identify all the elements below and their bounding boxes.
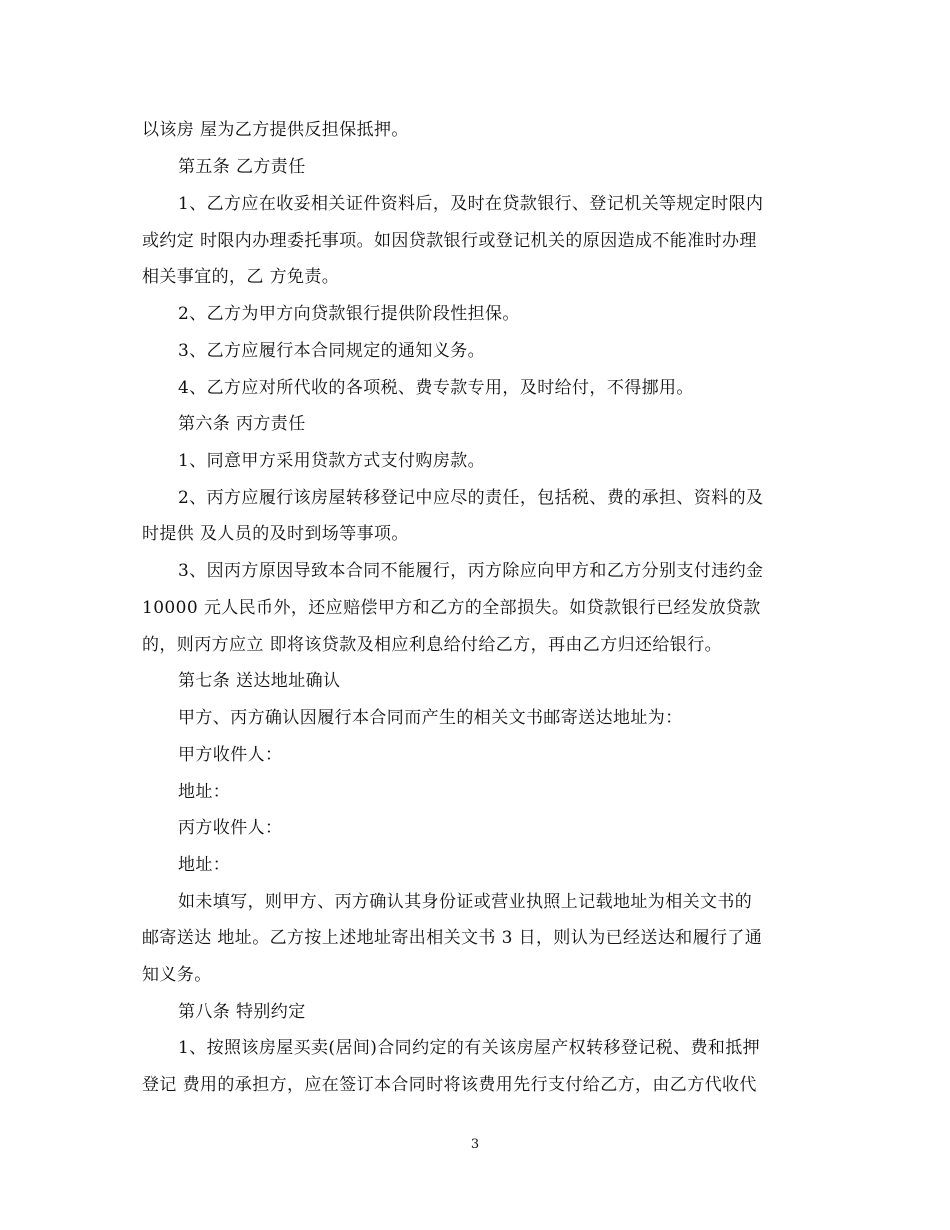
text-line: 相关事宜的，乙 方免责。: [142, 267, 340, 287]
section-heading: 第八条 特别约定: [178, 1002, 306, 1022]
text-line: 的，则丙方应立 即将该贷款及相应利息给付给乙方，再由乙方归还给银行。: [142, 635, 723, 655]
text-line: 2、乙方为甲方向贷款银行提供阶段性担保。: [178, 304, 520, 324]
text-line: 10000 元人民币外，还应赔偿甲方和乙方的全部损失。如贷款银行已经发放贷款: [142, 598, 761, 618]
text-line: 登记 费用的承担方，应在签订本合同时将该费用先行支付给乙方，由乙方代收代: [142, 1075, 757, 1095]
page-number: 3: [470, 1137, 480, 1152]
text-line: 地址：: [178, 782, 231, 802]
text-line: 丙方收件人：: [178, 818, 283, 838]
section-heading: 第六条 丙方责任: [178, 414, 306, 434]
text-line: 1、乙方应在收妥相关证件资料后，及时在贷款银行、登记机关等规定时限内: [178, 194, 764, 214]
text-line: 以该房 屋为乙方提供反担保抵押。: [142, 120, 409, 140]
text-line: 4、乙方应对所代收的各项税、费专款专用，及时给付，不得挪用。: [178, 378, 694, 398]
text-line: 时提供 及人员的及时到场等事项。: [142, 524, 409, 544]
text-line: 知义务。: [142, 965, 212, 985]
text-line: 1、同意甲方采用贷款方式支付购房款。: [178, 451, 486, 471]
section-heading: 第五条 乙方责任: [178, 157, 306, 177]
text-line: 或约定 时限内办理委托事项。如因贷款银行或登记机关的原因造成不能准时办理: [142, 231, 757, 251]
text-line: 3、乙方应履行本合同规定的通知义务。: [178, 341, 486, 361]
text-line: 如未填写，则甲方、丙方确认其身份证或营业执照上记载地址为相关文书的: [178, 892, 753, 912]
text-line: 2、丙方应履行该房屋转移登记中应尽的责任，包括税、费的承担、资料的及: [178, 488, 764, 508]
text-line: 3、因丙方原因导致本合同不能履行，丙方除应向甲方和乙方分别支付违约金: [178, 561, 764, 581]
section-heading: 第七条 送达地址确认: [178, 671, 341, 691]
text-line: 甲方、丙方确认因履行本合同而产生的相关文书邮寄送达地址为：: [178, 708, 683, 728]
text-line: 地址：: [178, 855, 231, 875]
text-line: 1、按照该房屋买卖(居间)合同约定的有关该房屋产权转移登记税、费和抵押: [178, 1038, 761, 1058]
text-line: 邮寄送达 地址。乙方按上述地址寄出相关文书 3 日，则认为已经送达和履行了通: [142, 928, 763, 948]
text-line: 甲方收件人：: [178, 745, 283, 765]
